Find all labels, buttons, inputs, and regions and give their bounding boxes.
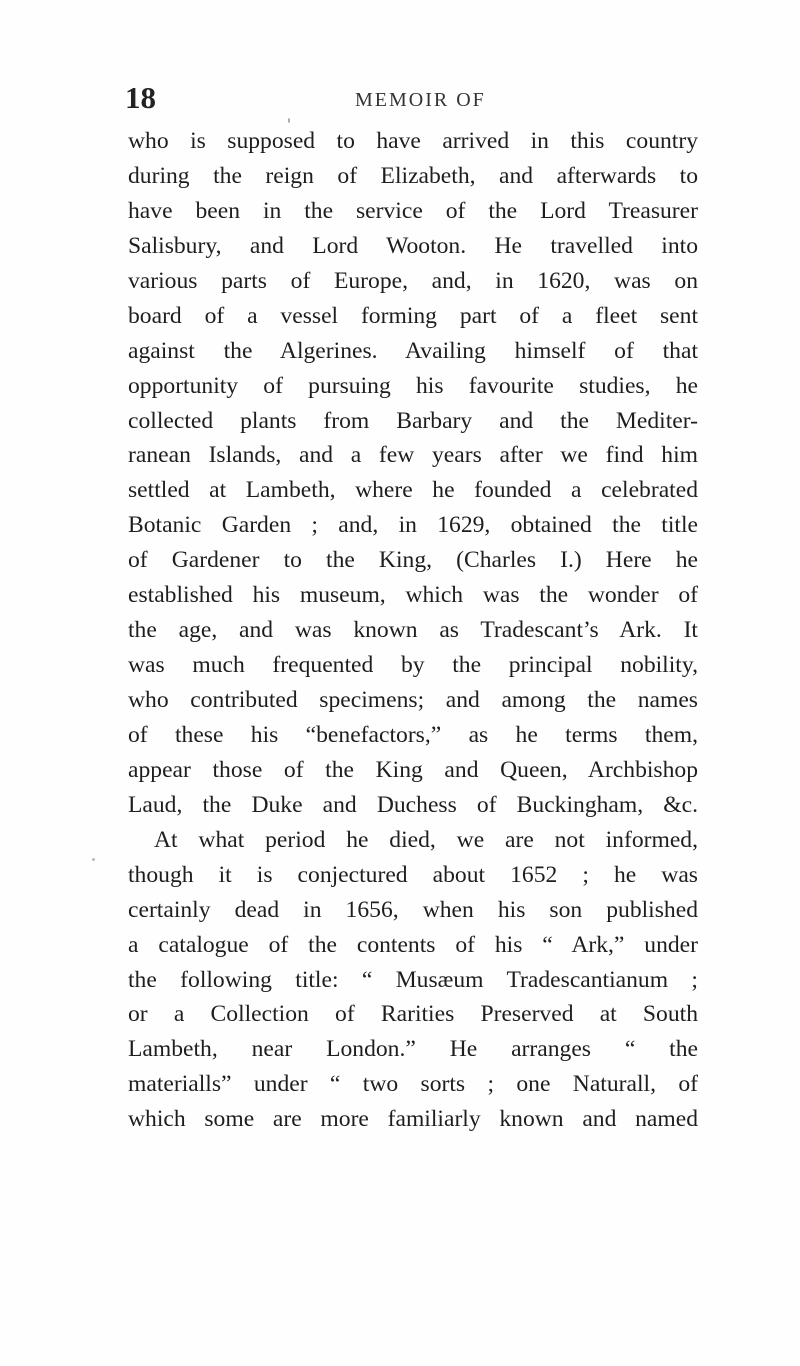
running-title: MEMOIR OF <box>355 89 486 111</box>
text-line: the following title: “ Musæum Tradescantianum ; <box>128 966 698 993</box>
text-line: Botanic Garden ; and, in 1629, obtained the title <box>128 512 698 539</box>
text-line: during the reign of Elizabeth, and afterwards to <box>128 162 698 189</box>
print-speck <box>92 858 95 861</box>
text-line: though it is conjectured about 1652 ; he was <box>128 861 698 888</box>
text-line: board of a vessel forming part of a fleet sent <box>128 302 698 329</box>
text-line: Salisbury, and Lord Wooton. He travelled into <box>128 232 698 259</box>
text-line: settled at Lambeth, where he founded a celebrated <box>128 477 698 504</box>
body-text <box>128 124 698 1137</box>
text-line: of Gardener to the King, (Charles I.) Here he <box>128 547 698 574</box>
text-line: the age, and was known as Tradescant’s Ark. It <box>128 617 698 644</box>
text-line: At what period he died, we are not informed, <box>154 826 698 853</box>
text-line: established his museum, which was the wonder of <box>128 582 698 609</box>
text-line: various parts of Europe, and, in 1620, was on <box>128 267 698 294</box>
text-line: was much frequented by the principal nobility, <box>128 652 698 679</box>
text-line: materialls” under “ two sorts ; one Naturall, of <box>128 1071 698 1098</box>
text-line: ranean Islands, and a few years after we find him <box>128 442 698 469</box>
text-line: certainly dead in 1656, when his son published <box>128 896 698 923</box>
text-line: which some are more familiarly known and named <box>128 1106 698 1133</box>
text-line: opportunity of pursuing his favourite studies, he <box>128 372 698 399</box>
text-line: Lambeth, near London.” He arranges “ the <box>128 1036 698 1063</box>
text-line: against the Algerines. Availing himself of that <box>128 337 698 364</box>
running-head <box>125 80 695 120</box>
text-line: who is supposed to have arrived in this country <box>128 128 698 154</box>
text-line: have been in the service of the Lord Treasurer <box>128 197 698 224</box>
text-line: Laud, the Duke and Duchess of Buckingham, &c. <box>128 791 698 818</box>
page-number: 18 <box>125 80 156 115</box>
print-speck <box>288 118 290 123</box>
text-line: of these his “benefactors,” as he terms them, <box>128 721 698 748</box>
text-line: collected plants from Barbary and the Mediter- <box>128 407 698 434</box>
text-line: a catalogue of the contents of his “ Ark,” under <box>128 931 698 958</box>
text-line: who contributed specimens; and among the names <box>128 687 698 713</box>
text-line: or a Collection of Rarities Preserved at South <box>128 1001 698 1028</box>
text-line: appear those of the King and Queen, Archbishop <box>128 756 698 783</box>
